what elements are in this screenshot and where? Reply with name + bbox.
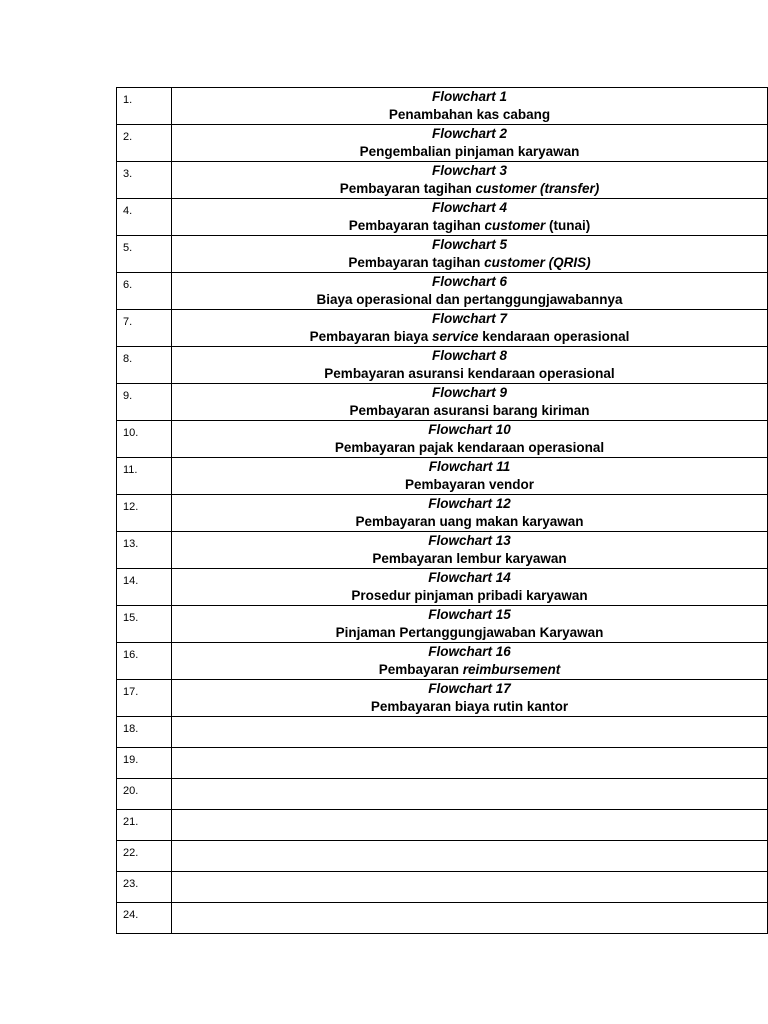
row-number: 16.	[117, 643, 172, 680]
row-number: 14.	[117, 569, 172, 606]
flowchart-subtitle	[172, 291, 767, 309]
row-number: 13.	[117, 532, 172, 569]
flowchart-title: Flowchart 15	[428, 607, 511, 622]
flowchart-description-cell	[172, 903, 768, 934]
flowchart-subtitle	[172, 513, 767, 531]
flowchart-title: Flowchart 2	[431, 126, 507, 141]
flowchart-description-cell	[172, 779, 768, 810]
flowchart-title: Flowchart 11	[428, 459, 511, 474]
subtitle-segment: kendaraan operasional	[478, 329, 630, 344]
flowchart-title: Flowchart 6	[431, 274, 507, 289]
subtitle-segment: Prosedur pinjaman pribadi karyawan	[351, 588, 588, 603]
table-row	[117, 717, 768, 748]
table-row	[117, 199, 768, 236]
subtitle-segment: Pembayaran	[378, 662, 463, 677]
flowchart-description-cell	[172, 569, 768, 606]
row-number: 8.	[117, 347, 172, 384]
flowchart-title: Flowchart 12	[428, 496, 511, 511]
flowchart-list-table	[116, 87, 768, 934]
table-row	[117, 495, 768, 532]
flowchart-subtitle	[172, 106, 767, 124]
row-number: 17.	[117, 680, 172, 717]
flowchart-subtitle	[172, 328, 767, 346]
flowchart-description-cell	[172, 384, 768, 421]
flowchart-description-cell	[172, 273, 768, 310]
flowchart-description-cell	[172, 495, 768, 532]
subtitle-segment: customer	[484, 218, 546, 233]
flowchart-title: Flowchart 4	[431, 200, 507, 215]
flowchart-description-cell	[172, 748, 768, 779]
table-row	[117, 643, 768, 680]
subtitle-segment: Pembayaran lembur karyawan	[372, 551, 567, 566]
subtitle-segment: Pembayaran asuransi barang kiriman	[349, 403, 590, 418]
flowchart-title: Flowchart 16	[428, 644, 511, 659]
flowchart-description-cell	[172, 421, 768, 458]
table-row	[117, 569, 768, 606]
row-number: 3.	[117, 162, 172, 199]
flowchart-title: Flowchart 10	[428, 422, 511, 437]
flowchart-description-cell	[172, 347, 768, 384]
flowchart-title: Flowchart 13	[428, 533, 511, 548]
subtitle-segment: (tunai)	[545, 218, 591, 233]
flowchart-subtitle	[172, 698, 767, 716]
flowchart-subtitle	[172, 624, 767, 642]
flowchart-description-cell	[172, 841, 768, 872]
row-number: 6.	[117, 273, 172, 310]
row-number: 21.	[117, 810, 172, 841]
table-row	[117, 421, 768, 458]
flowchart-description-cell	[172, 606, 768, 643]
table-row	[117, 125, 768, 162]
table-row	[117, 748, 768, 779]
flowchart-subtitle	[172, 661, 767, 679]
flowchart-title: Flowchart 5	[431, 237, 507, 252]
row-number: 15.	[117, 606, 172, 643]
flowchart-subtitle	[172, 217, 767, 235]
flowchart-subtitle	[172, 402, 767, 420]
row-number: 19.	[117, 748, 172, 779]
flowchart-description-cell	[172, 643, 768, 680]
flowchart-description-cell	[172, 532, 768, 569]
row-number: 23.	[117, 872, 172, 903]
subtitle-segment: customer (QRIS)	[484, 255, 591, 270]
table-row	[117, 872, 768, 903]
row-number: 4.	[117, 199, 172, 236]
flowchart-title: Flowchart 3	[431, 163, 507, 178]
subtitle-segment: Pembayaran pajak kendaraan operasional	[334, 440, 605, 455]
subtitle-segment: reimbursement	[462, 662, 561, 677]
row-number: 1.	[117, 88, 172, 125]
flowchart-subtitle	[172, 254, 767, 272]
flowchart-title: Flowchart 1	[431, 89, 507, 104]
subtitle-segment: service	[431, 329, 479, 344]
flowchart-description-cell	[172, 236, 768, 273]
table-row	[117, 310, 768, 347]
subtitle-segment: Pembayaran tagihan	[348, 218, 485, 233]
subtitle-segment: Penambahan kas cabang	[388, 107, 551, 122]
flowchart-subtitle	[172, 439, 767, 457]
table-row	[117, 903, 768, 934]
row-number: 10.	[117, 421, 172, 458]
subtitle-segment: Pembayaran uang makan karyawan	[355, 514, 584, 529]
table-row	[117, 458, 768, 495]
subtitle-segment: Biaya operasional dan pertanggungjawabannya	[316, 292, 623, 307]
flowchart-description-cell	[172, 458, 768, 495]
flowchart-subtitle	[172, 550, 767, 568]
flowchart-description-cell	[172, 199, 768, 236]
flowchart-list-body	[117, 88, 768, 934]
row-number: 2.	[117, 125, 172, 162]
flowchart-title: Flowchart 8	[431, 348, 507, 363]
row-number: 5.	[117, 236, 172, 273]
row-number: 7.	[117, 310, 172, 347]
subtitle-segment: Pengembalian pinjaman karyawan	[359, 144, 580, 159]
subtitle-segment: Pinjaman Pertanggungjawaban Karyawan	[335, 625, 604, 640]
subtitle-segment: Pembayaran asuransi kendaraan operasional	[324, 366, 615, 381]
flowchart-subtitle	[172, 180, 767, 198]
flowchart-description-cell	[172, 125, 768, 162]
subtitle-segment: Pembayaran tagihan	[339, 181, 476, 196]
flowchart-title: Flowchart 17	[428, 681, 511, 696]
subtitle-segment: Pembayaran biaya rutin kantor	[370, 699, 569, 714]
table-row	[117, 680, 768, 717]
flowchart-description-cell	[172, 162, 768, 199]
table-row	[117, 532, 768, 569]
row-number: 12.	[117, 495, 172, 532]
subtitle-segment: customer (transfer)	[475, 181, 600, 196]
subtitle-segment: Pembayaran vendor	[404, 477, 535, 492]
table-row	[117, 606, 768, 643]
flowchart-subtitle	[172, 587, 767, 605]
flowchart-title: Flowchart 9	[431, 385, 507, 400]
table-row	[117, 384, 768, 421]
subtitle-segment: Pembayaran biaya	[309, 329, 432, 344]
flowchart-description-cell	[172, 680, 768, 717]
row-number: 24.	[117, 903, 172, 934]
flowchart-description-cell	[172, 810, 768, 841]
flowchart-description-cell	[172, 310, 768, 347]
subtitle-segment: Pembayaran tagihan	[348, 255, 485, 270]
flowchart-description-cell	[172, 872, 768, 903]
row-number: 22.	[117, 841, 172, 872]
table-row	[117, 779, 768, 810]
table-row	[117, 810, 768, 841]
table-row	[117, 347, 768, 384]
flowchart-subtitle	[172, 365, 767, 383]
row-number: 18.	[117, 717, 172, 748]
flowchart-title: Flowchart 7	[431, 311, 507, 326]
table-row	[117, 162, 768, 199]
table-row	[117, 273, 768, 310]
table-row	[117, 88, 768, 125]
table-row	[117, 236, 768, 273]
row-number: 11.	[117, 458, 172, 495]
table-row	[117, 841, 768, 872]
row-number: 20.	[117, 779, 172, 810]
flowchart-subtitle	[172, 476, 767, 494]
row-number: 9.	[117, 384, 172, 421]
flowchart-title: Flowchart 14	[428, 570, 511, 585]
flowchart-description-cell	[172, 717, 768, 748]
flowchart-description-cell	[172, 88, 768, 125]
flowchart-subtitle	[172, 143, 767, 161]
